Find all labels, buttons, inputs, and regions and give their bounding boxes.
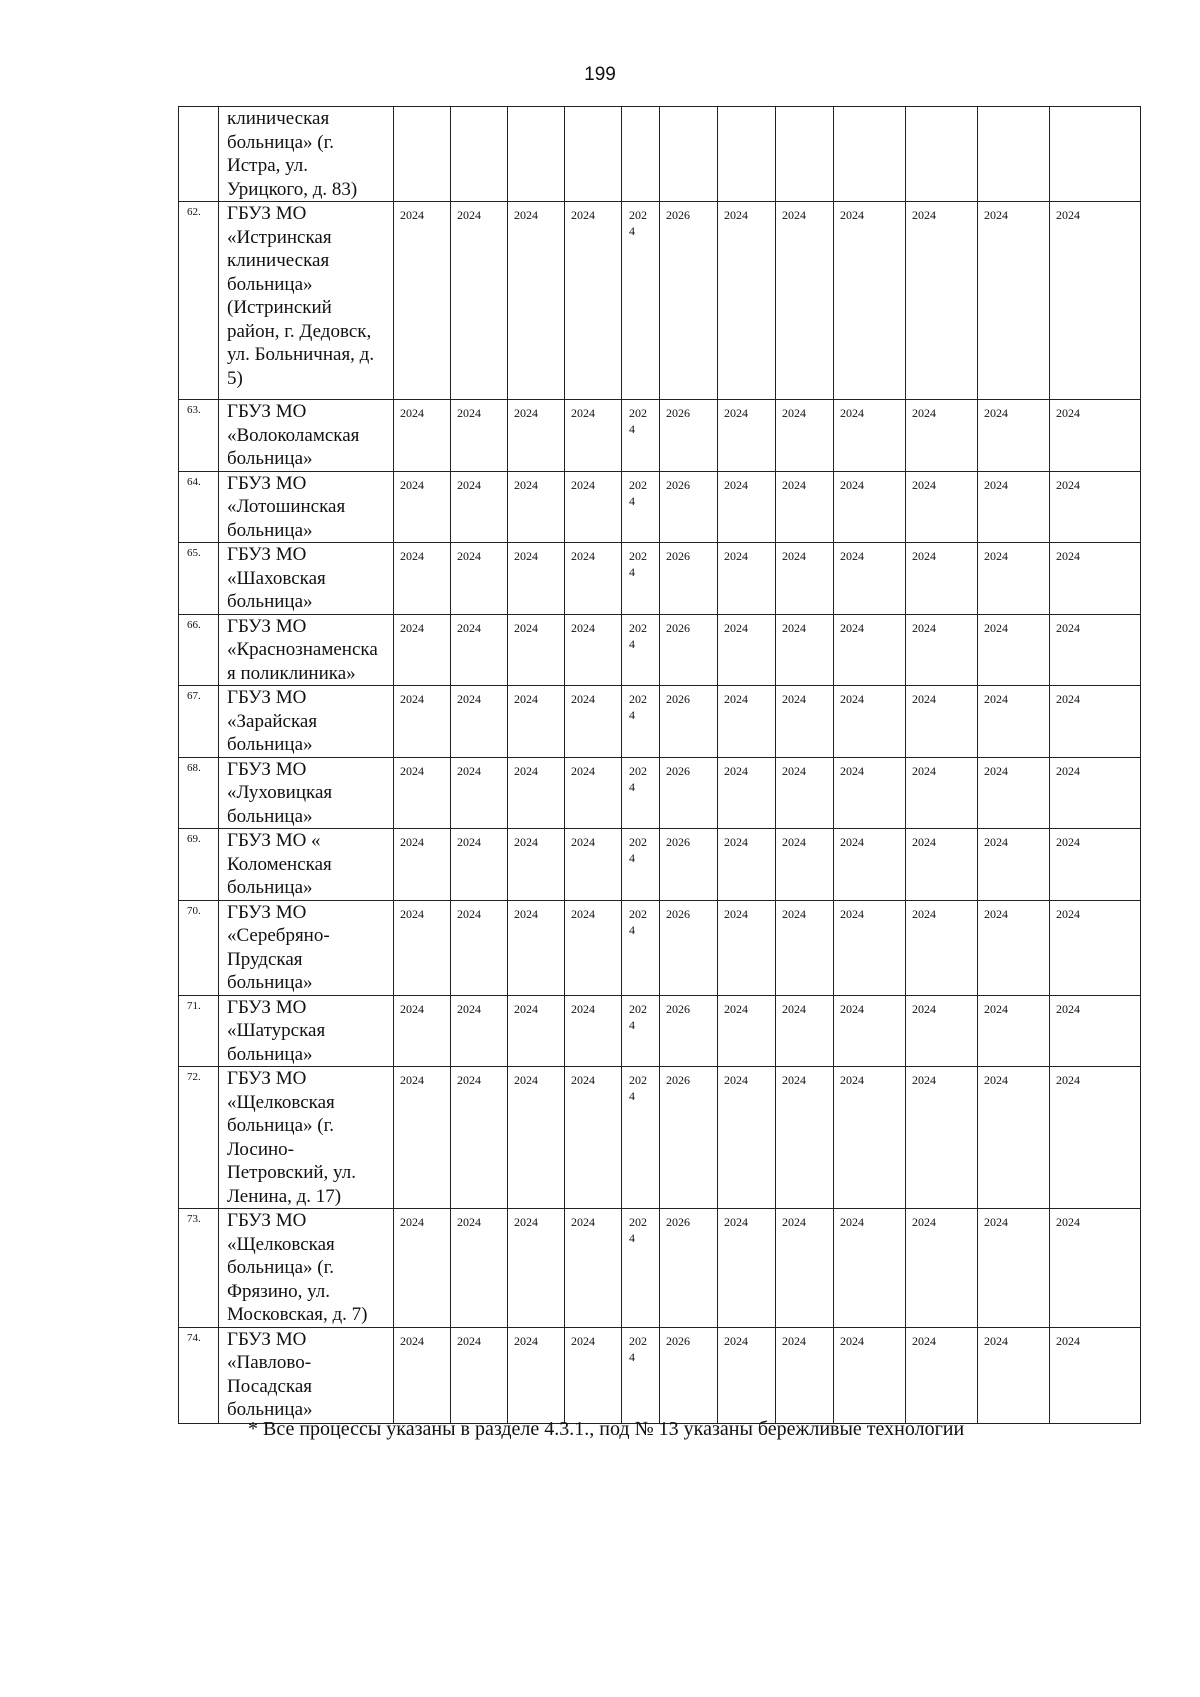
year-cell: 2024 [394,995,451,1067]
facility-name-line: ГБУЗ МО [227,401,307,422]
facility-name-line: больница» [227,519,313,541]
year-cell: 2024 [834,757,906,829]
year-cell: 2024 [834,1067,906,1209]
year-cell: 2024 [394,686,451,758]
year-cell: 2026 [660,202,718,400]
year-cell: 2024 [834,202,906,400]
facility-name-line: больница» (г. [227,1257,334,1278]
year-cell: 2024 [508,1209,565,1328]
facility-name-line: «Истринская [227,226,332,248]
facility-name [219,1327,394,1423]
year-cell: 2024 [776,400,834,472]
year-cell: 2024 [718,400,776,472]
year-cell: 2024 [451,400,508,472]
facility-name-line: ГБУЗ МО [227,996,307,1018]
table-row [179,829,1141,901]
table-row [179,543,1141,615]
year-cell: 2024 [906,1067,978,1209]
year-cell: 2026 [660,900,718,995]
year-cell: 2024 [718,543,776,615]
year-cell [622,1209,660,1328]
facility-name-line: больница» [227,1399,313,1420]
year-cell-empty [622,107,660,202]
table-row-continuation [179,107,1141,202]
year-cell: 2024 [1050,614,1141,686]
table-row [179,686,1141,758]
year-cell [622,471,660,543]
year-cell [622,400,660,472]
year-cell: 2024 [978,400,1050,472]
facility-name-line: (Истринский [227,297,332,318]
year-fragment: 202 [629,835,647,849]
year-cell-empty [1050,107,1141,202]
facility-name-line: Урицкого, д. 83) [227,178,358,200]
facility-name [219,400,394,472]
facility-name-line: Фрязино, ул. [227,1280,330,1302]
facility-name-line: больница» [227,877,313,898]
year-cell: 2024 [508,995,565,1067]
year-cell: 2024 [776,829,834,901]
table-body [179,107,1141,1424]
year-fragment: 202 [629,1333,647,1348]
year-cell: 2024 [394,1067,451,1209]
year-cell: 2024 [394,543,451,615]
year-cell: 2024 [451,1067,508,1209]
year-cell: 2024 [906,471,978,543]
facility-name-line: Петровский, ул. [227,1162,356,1183]
year-cell: 2024 [834,995,906,1067]
year-cell: 2024 [1050,757,1141,829]
year-cell: 2026 [660,614,718,686]
year-cell: 2024 [718,829,776,901]
year-cell: 2024 [718,202,776,400]
facility-name-line: Московская, д. 7) [227,1304,368,1325]
year-fragment: 4 [629,779,635,794]
year-fragment: 4 [629,224,635,238]
year-cell: 2024 [834,686,906,758]
year-cell: 2026 [660,543,718,615]
facility-name-line: ГБУЗ МО [227,1328,307,1350]
facility-name-line: «Шатурская [227,1020,326,1041]
facility-name-line: Истра, ул. [227,155,309,176]
year-cell: 2024 [776,995,834,1067]
year-cell: 2024 [394,757,451,829]
facility-name-line: больница» (г. [227,1115,334,1136]
year-fragment: 4 [629,922,635,937]
facility-name [219,686,394,758]
year-cell [622,757,660,829]
year-cell: 2024 [508,471,565,543]
facility-name-line: «Луховицкая [227,782,333,803]
year-cell: 2024 [508,686,565,758]
schedule-table [178,106,1141,1424]
year-cell: 2024 [978,1209,1050,1328]
facility-name [219,900,394,995]
table-row [179,1327,1141,1423]
year-cell: 2024 [978,471,1050,543]
footnote: * Все процессы указаны в разделе 4.3.1., под № 13 указаны бережливые технологии [248,1418,965,1440]
facility-name-line: Лосино- [227,1138,294,1160]
year-cell: 2024 [565,686,622,758]
year-cell: 2024 [565,829,622,901]
year-cell: 2024 [1050,829,1141,901]
facility-name-line: Коломенская [227,853,332,875]
year-cell: 2024 [508,543,565,615]
year-cell: 2024 [776,686,834,758]
table-row [179,202,1141,400]
year-cell: 2024 [394,1209,451,1328]
year-fragment: 202 [629,620,647,635]
facility-name-line: «Лотошинская [227,496,346,517]
year-fragment: 4 [629,1349,635,1364]
year-cell: 2026 [660,1209,718,1328]
year-cell: 2024 [776,1067,834,1209]
table-row [179,1209,1141,1328]
year-cell: 2026 [660,471,718,543]
year-fragment: 202 [629,406,647,420]
year-cell: 2024 [718,900,776,995]
year-cell: 2026 [660,829,718,901]
year-fragment: 202 [629,692,647,706]
year-cell: 2024 [834,1327,906,1423]
year-cell: 2024 [1050,995,1141,1067]
year-cell: 2024 [565,614,622,686]
year-cell: 2024 [394,471,451,543]
year-cell [622,543,660,615]
facility-name [219,1067,394,1209]
year-cell: 2024 [718,1067,776,1209]
facility-name-line: ГБУЗ МО [227,544,307,565]
year-cell: 2024 [508,900,565,995]
year-cell: 2024 [565,400,622,472]
year-cell: 2024 [565,900,622,995]
year-cell: 2024 [906,202,978,400]
year-cell: 2024 [394,614,451,686]
year-cell: 2024 [508,1327,565,1423]
year-cell: 2026 [660,1067,718,1209]
year-fragment: 4 [629,1017,635,1032]
row-number: 73. [179,1209,219,1328]
year-cell: 2024 [1050,900,1141,995]
facility-name [219,757,394,829]
facility-name-line: больница» [227,591,313,612]
year-cell: 2024 [451,757,508,829]
year-cell: 2024 [834,614,906,686]
year-cell: 2024 [1050,400,1141,472]
year-cell: 2024 [906,900,978,995]
year-cell [622,614,660,686]
year-fragment: 4 [629,1231,635,1245]
year-cell: 2024 [718,1327,776,1423]
year-cell: 2024 [978,614,1050,686]
table-row [179,995,1141,1067]
year-fragment: 4 [629,565,635,579]
year-cell [622,686,660,758]
year-cell: 2024 [978,757,1050,829]
year-cell [622,1067,660,1209]
facility-name [219,543,394,615]
year-cell: 2024 [1050,1327,1141,1423]
year-cell: 2024 [565,995,622,1067]
year-cell: 2024 [451,995,508,1067]
year-cell: 2024 [394,400,451,472]
year-cell: 2024 [451,1327,508,1423]
year-cell: 2024 [906,757,978,829]
facility-name-line: больница» [227,805,313,827]
year-cell: 2024 [834,543,906,615]
year-fragment: 202 [629,1001,647,1016]
year-cell: 2024 [776,543,834,615]
table-row [179,400,1141,472]
row-number: 72. [179,1067,219,1209]
year-cell: 2024 [834,829,906,901]
year-cell: 2024 [718,757,776,829]
year-cell: 2024 [451,614,508,686]
year-cell: 2024 [776,900,834,995]
year-cell: 2024 [906,614,978,686]
year-cell: 2026 [660,995,718,1067]
year-cell: 2024 [906,1209,978,1328]
year-cell: 2024 [978,995,1050,1067]
year-cell: 2024 [776,757,834,829]
year-cell-empty [565,107,622,202]
year-cell: 2024 [834,900,906,995]
year-cell-empty [718,107,776,202]
year-cell: 2024 [776,614,834,686]
facility-name-line: ГБУЗ МО « [227,830,321,851]
year-cell: 2024 [508,614,565,686]
year-cell: 2024 [906,829,978,901]
facility-name-line: клиническая [227,108,330,129]
year-cell: 2024 [906,1327,978,1423]
facility-name-line: «Щелковская [227,1091,335,1113]
facility-name-line: ГБУЗ МО [227,1068,307,1089]
year-cell: 2024 [565,471,622,543]
year-cell: 2024 [978,686,1050,758]
year-cell: 2024 [906,400,978,472]
year-cell-empty [508,107,565,202]
year-cell: 2024 [508,1067,565,1209]
row-number: 71. [179,995,219,1067]
year-cell-empty [660,107,718,202]
year-cell: 2024 [451,686,508,758]
year-cell: 2024 [1050,471,1141,543]
facility-name [219,829,394,901]
year-fragment: 4 [629,636,635,651]
facility-name-line: Посадская [227,1375,313,1397]
year-cell: 2024 [394,202,451,400]
year-cell: 2024 [978,1327,1050,1423]
row-number: 68. [179,757,219,829]
year-cell: 2026 [660,400,718,472]
year-cell: 2024 [834,1209,906,1328]
year-cell: 2024 [565,543,622,615]
year-fragment: 4 [629,708,635,722]
table-row [179,900,1141,995]
year-cell: 2024 [1050,1209,1141,1328]
facility-name-line: район, г. Дедовск, [227,320,372,342]
year-fragment: 202 [629,549,647,563]
facility-name-line: «Павлово- [227,1352,312,1373]
year-cell: 2024 [718,471,776,543]
year-cell: 2024 [565,757,622,829]
year-cell [622,829,660,901]
year-fragment: 202 [629,1073,647,1087]
year-cell: 2024 [451,202,508,400]
year-fragment: 202 [629,208,647,222]
year-cell-empty [978,107,1050,202]
year-cell: 2024 [508,202,565,400]
year-cell: 2024 [451,471,508,543]
year-cell: 2024 [776,202,834,400]
row-number: 64. [179,471,219,543]
year-cell-empty [776,107,834,202]
year-cell-empty [906,107,978,202]
row-number: 63. [179,400,219,472]
year-fragment: 202 [629,906,647,921]
row-number: 66. [179,614,219,686]
year-fragment: 4 [629,422,635,436]
year-cell: 2024 [451,900,508,995]
year-cell: 2024 [776,471,834,543]
row-number: 62. [179,202,219,400]
facility-name [219,1209,394,1328]
facility-name-line: «Зарайская [227,710,318,732]
year-cell: 2026 [660,1327,718,1423]
facility-name-line: больница» [227,972,313,993]
year-cell [622,202,660,400]
facility-name-line: ГБУЗ МО [227,1210,307,1231]
facility-name-line: больница» (г. [227,131,334,153]
year-cell: 2026 [660,686,718,758]
table-row [179,1067,1141,1209]
year-fragment: 4 [629,851,635,865]
facility-name-line: ГБУЗ МО [227,203,307,224]
year-cell: 2024 [718,995,776,1067]
year-cell: 2024 [508,829,565,901]
table-row [179,471,1141,543]
year-cell: 2024 [776,1209,834,1328]
year-cell: 2024 [718,686,776,758]
row-number-empty [179,107,219,202]
year-cell: 2024 [718,1209,776,1328]
year-cell: 2024 [565,1209,622,1328]
facility-name [219,202,394,400]
facility-name-line: Прудская [227,948,303,970]
year-cell [622,1327,660,1423]
year-cell: 2024 [906,686,978,758]
year-cell-empty [834,107,906,202]
year-cell: 2024 [978,543,1050,615]
year-fragment: 202 [629,1215,647,1229]
facility-name-line: я поликлиника» [227,662,356,684]
year-cell: 2026 [660,757,718,829]
year-cell: 2024 [1050,1067,1141,1209]
page-number: 199 [584,64,616,85]
facility-name-line: ГБУЗ МО [227,758,307,780]
facility-name-line: «Краснознаменска [227,639,378,660]
facility-name [219,107,394,202]
table-row [179,757,1141,829]
facility-name [219,995,394,1067]
row-number: 70. [179,900,219,995]
facility-name-line: ГБУЗ МО [227,901,307,923]
year-fragment: 4 [629,1089,635,1103]
year-cell: 2024 [394,829,451,901]
row-number: 74. [179,1327,219,1423]
year-fragment: 4 [629,493,635,508]
facility-name-line: «Волоколамская [227,424,360,446]
year-cell: 2024 [508,757,565,829]
facility-name-line: Ленина, д. 17) [227,1185,342,1207]
year-cell [622,995,660,1067]
year-cell: 2024 [565,1067,622,1209]
facility-name-line: клиническая [227,250,330,271]
year-cell: 2024 [834,471,906,543]
facility-name-line: ул. Больничная, д. [227,344,375,365]
facility-name [219,614,394,686]
year-cell: 2024 [1050,202,1141,400]
facility-name-line: больница» [227,734,313,755]
year-cell: 2024 [906,995,978,1067]
year-cell: 2024 [508,400,565,472]
year-cell: 2024 [776,1327,834,1423]
year-fragment: 202 [629,763,647,778]
year-cell: 2024 [978,829,1050,901]
facility-name-line: больница» [227,273,313,295]
year-cell: 2024 [451,829,508,901]
year-cell: 2024 [394,900,451,995]
facility-name-line: ГБУЗ МО [227,687,307,708]
year-cell: 2024 [834,400,906,472]
facility-name-line: 5) [227,367,243,389]
year-cell [622,900,660,995]
year-cell: 2024 [978,900,1050,995]
facility-name-line: «Шаховская [227,567,326,589]
table-row [179,614,1141,686]
facility-name-line: ГБУЗ МО [227,472,307,494]
year-cell-empty [451,107,508,202]
row-number: 65. [179,543,219,615]
year-cell: 2024 [1050,686,1141,758]
year-cell: 2024 [978,202,1050,400]
year-cell: 2024 [1050,543,1141,615]
year-cell: 2024 [565,1327,622,1423]
year-cell: 2024 [451,1209,508,1328]
year-cell: 2024 [451,543,508,615]
facility-name-line: «Щелковская [227,1233,335,1255]
year-fragment: 202 [629,477,647,492]
year-cell: 2024 [718,614,776,686]
facility-name-line: ГБУЗ МО [227,615,307,637]
year-cell: 2024 [394,1327,451,1423]
year-cell: 2024 [565,202,622,400]
facility-name-line: «Серебряно- [227,925,330,946]
facility-name [219,471,394,543]
facility-name-line: больница» [227,1043,313,1065]
row-number: 69. [179,829,219,901]
year-cell: 2024 [978,1067,1050,1209]
year-cell: 2024 [906,543,978,615]
row-number: 67. [179,686,219,758]
facility-name-line: больница» [227,448,313,469]
year-cell-empty [394,107,451,202]
